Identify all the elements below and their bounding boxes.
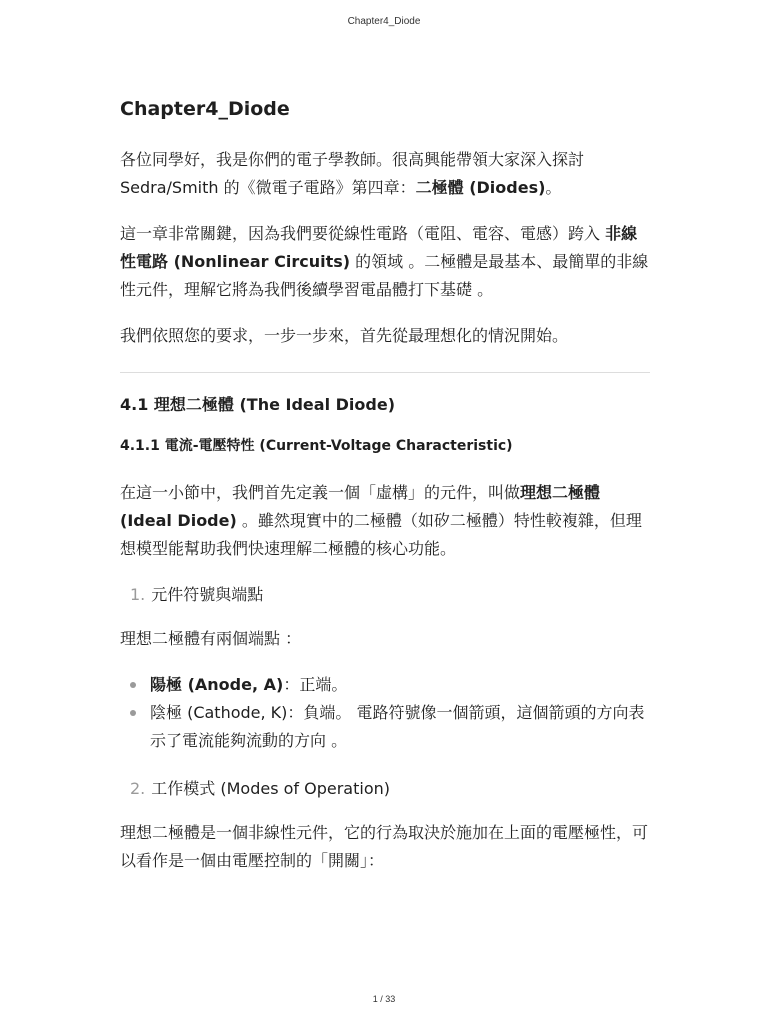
section-heading-4-1: 4.1 理想二極體 (The Ideal Diode)	[120, 395, 396, 414]
document-content	[120, 96, 650, 893]
page-number: 1 / 33	[372, 994, 396, 1004]
intro2-bold: 非線性電路 (Nonlinear Circuits)	[120, 224, 638, 271]
list-number: 2.	[130, 779, 146, 798]
intro2-tail: 的領域 。二極體是最基本、最簡單的非線性元件，理解它將為我們後續學習電晶體打下基礎 。	[120, 252, 649, 299]
section-divider	[120, 372, 650, 373]
bullet-text: ：正端。	[283, 675, 348, 694]
para1-tail: 。雖然現實中的二極體（如矽二極體）特性較複雜，但理想模型能幫助我們快速理解二極體的核心功能。	[120, 511, 642, 558]
intro-paragraph-2	[120, 220, 650, 304]
list-item	[120, 671, 650, 699]
para1-bold: 理想二極體 (Ideal Diode)	[120, 483, 601, 530]
document-title: Chapter4_Diode	[120, 98, 290, 120]
list-number: 1.	[130, 585, 146, 604]
bullet-text: 陰極 (Cathode, K)：負端。 電路符號像一個箭頭，這個箭頭的方向表示了電流能夠流動的方向 。	[150, 703, 645, 750]
numbered-item-label: 元件符號與端點	[151, 585, 264, 604]
intro1-bold: 二極體 (Diodes)	[415, 178, 546, 197]
subsection-heading-4-1-1: 4.1.1 電流-電壓特性 (Current-Voltage Characteristic)	[120, 438, 513, 454]
numbered-item-2	[130, 775, 650, 803]
intro-paragraph-3: 我們依照您的要求，一步一步來，首先從最理想化的情況開始。	[120, 326, 569, 345]
bullet-bold: 陽極 (Anode, A)	[150, 675, 284, 694]
body-paragraph-3: 理想二極體是一個非線性元件，它的行為取決於施加在上面的電壓極性，可以看作是一個由電壓控制的「開關」：	[120, 823, 649, 870]
numbered-item-1	[130, 581, 650, 609]
bullet-icon	[130, 682, 136, 688]
running-header: Chapter4_Diode	[347, 16, 421, 27]
para1-text: 在這一小節中，我們首先定義一個「虛構」的元件，叫做	[120, 483, 521, 502]
list-item	[120, 699, 650, 755]
intro1-text: 各位同學好，我是你們的電子學教師。很高興能帶領大家深入探討 Sedra/Smith 的《微電子電路》第四章：	[120, 150, 585, 197]
body-paragraph-1	[120, 479, 650, 563]
intro1-tail: 。	[545, 178, 562, 197]
bullet-icon	[130, 710, 136, 716]
intro-paragraph-1	[120, 146, 650, 202]
intro2-text: 這一章非常關鍵，因為我們要從線性電路（電阻、電容、電感）跨入	[120, 224, 606, 243]
body-paragraph-2: 理想二極體有兩個端點 ：	[120, 629, 302, 648]
numbered-item-label: 工作模式 (Modes of Operation)	[151, 779, 390, 798]
terminal-list	[120, 671, 650, 755]
